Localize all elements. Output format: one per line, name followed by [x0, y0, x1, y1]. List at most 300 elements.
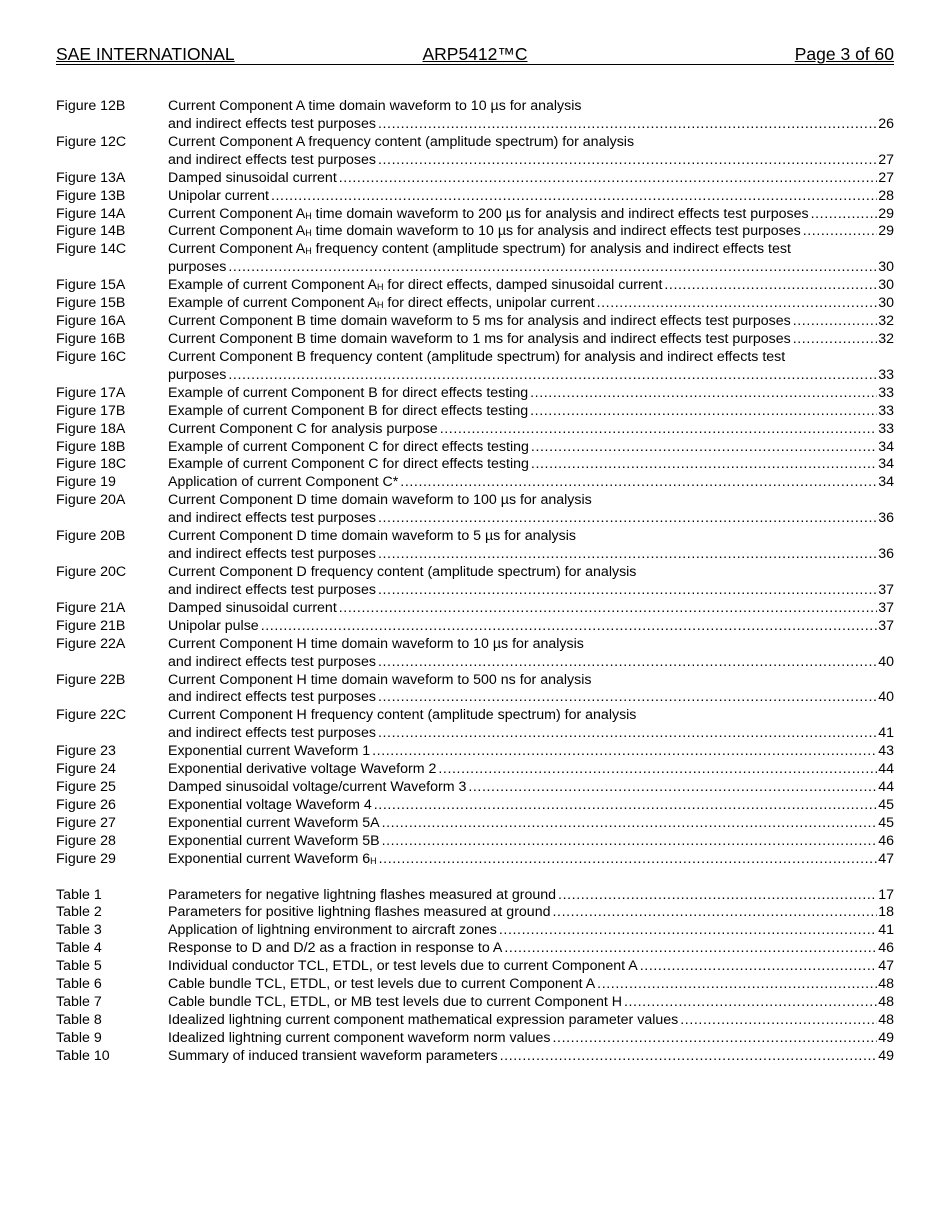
figure-entry[interactable] — [56, 421, 894, 439]
entry-title — [168, 295, 595, 313]
entry-line — [56, 439, 894, 457]
entry-continuation-line — [56, 259, 894, 277]
entry-label: Figure 21A — [56, 599, 126, 616]
entry-title-text: Current Component A — [168, 205, 306, 222]
entry-label: Table 9 — [56, 1029, 102, 1046]
entry-page-number[interactable]: 46 — [878, 832, 894, 849]
entry-description — [168, 887, 894, 905]
entry-label: Table 3 — [56, 922, 102, 939]
entry-page-number[interactable]: 32 — [878, 313, 894, 330]
entry-line — [56, 385, 894, 403]
dot-leader — [376, 116, 877, 134]
figure-entry[interactable] — [56, 797, 894, 815]
entry-line — [56, 779, 894, 797]
figure-entry[interactable] — [56, 206, 894, 224]
entry-line — [56, 241, 894, 259]
entry-description — [168, 492, 894, 510]
section-spacer — [56, 869, 894, 887]
entry-title: Cable bundle TCL, ETDL, or test levels due to current Component A — [168, 976, 596, 993]
dot-leader — [337, 600, 877, 618]
entry-description — [168, 421, 894, 439]
entry-page-number[interactable]: 40 — [878, 653, 894, 670]
entry-page-number[interactable]: 33 — [878, 366, 894, 383]
dot-leader — [497, 922, 877, 940]
table-entry[interactable] — [56, 994, 894, 1012]
entry-line — [56, 761, 894, 779]
entry-title: Unipolar pulse — [168, 617, 259, 634]
entry-title: and indirect effects test purposes — [168, 581, 376, 598]
figure-entry[interactable] — [56, 833, 894, 851]
entry-title-text: for direct effects, unipolar current — [383, 295, 595, 312]
entry-title: Exponential derivative voltage Waveform 2 — [168, 761, 437, 778]
entry-page-number[interactable]: 30 — [878, 259, 894, 276]
entry-title: and indirect effects test purposes — [168, 653, 376, 670]
entry-title: Example of current Component B for direct effects testing — [168, 402, 529, 419]
entry-description — [168, 439, 894, 457]
entry-title: Current Component C for analysis purpose — [168, 420, 438, 437]
entry-label: Figure 22A — [56, 635, 126, 652]
entry-label: Figure 18B — [56, 438, 126, 455]
entry-label: Figure 21B — [56, 617, 126, 634]
table-entry[interactable] — [56, 958, 894, 976]
entry-title — [168, 241, 791, 259]
entry-title: Exponential current Waveform 5A — [168, 814, 380, 831]
dot-leader — [498, 1048, 878, 1066]
entry-description — [168, 134, 894, 152]
entry-description — [168, 904, 894, 922]
entry-description — [168, 206, 894, 224]
entry-page-number[interactable]: 37 — [878, 599, 894, 616]
entry-page-number[interactable]: 29 — [878, 223, 894, 240]
dot-leader — [337, 170, 877, 188]
list-of-tables — [56, 887, 894, 1066]
entry-line — [56, 403, 894, 421]
entry-label: Figure 13B — [56, 187, 126, 204]
entry-title — [168, 223, 801, 241]
dot-leader — [502, 940, 877, 958]
subscript-h: H — [376, 300, 384, 311]
figure-entry[interactable] — [56, 618, 894, 636]
entry-description — [168, 1012, 894, 1030]
entry-line — [56, 815, 894, 833]
entry-line — [56, 528, 894, 546]
entry-title-text: time domain waveform to 10 µs for analysis and indirect effects test purposes — [311, 223, 801, 240]
dot-leader — [791, 313, 878, 331]
entry-label: Figure 19 — [56, 474, 116, 491]
entry-title-text: Exponential current Waveform 6 — [168, 850, 371, 867]
entry-label: Figure 17B — [56, 402, 126, 419]
table-entry[interactable] — [56, 1030, 894, 1048]
entry-title: Example of current Component C for direct effects testing — [168, 438, 529, 455]
subscript-h: H — [305, 228, 312, 239]
figure-entry[interactable] — [56, 188, 894, 206]
entry-line — [56, 833, 894, 851]
entry-label: Figure 22B — [56, 671, 126, 688]
entry-page-number[interactable]: 29 — [878, 205, 894, 222]
entry-page-number[interactable]: 45 — [878, 796, 894, 813]
entry-description — [168, 600, 894, 618]
entry-page-number[interactable]: 43 — [878, 743, 894, 760]
entry-line — [56, 707, 894, 725]
figure-entry[interactable] — [56, 134, 894, 170]
entry-description — [168, 618, 894, 636]
entry-description — [168, 958, 894, 976]
figure-entry[interactable] — [56, 636, 894, 672]
table-entry[interactable] — [56, 887, 894, 905]
entry-description — [168, 636, 894, 654]
dot-leader — [662, 277, 877, 295]
figure-entry[interactable] — [56, 564, 894, 600]
entry-label: Figure 20B — [56, 528, 126, 545]
subscript-h: H — [305, 246, 312, 257]
dot-leader — [791, 331, 878, 349]
entry-title: Response to D and D/2 as a fraction in response to A — [168, 940, 503, 957]
entry-description — [168, 654, 894, 672]
entry-line — [56, 188, 894, 206]
entry-title: Current Component B time domain waveform to 5 ms for analysis and indirect effects test purposes — [168, 313, 791, 330]
entry-line — [56, 636, 894, 654]
entry-title: Exponential current Waveform 1 — [168, 743, 371, 760]
entry-page-number[interactable]: 36 — [878, 510, 894, 527]
entry-description — [168, 672, 894, 690]
entry-description — [168, 564, 894, 582]
entry-page-number[interactable]: 37 — [878, 617, 894, 634]
entry-description — [168, 98, 894, 116]
entry-description — [168, 707, 894, 725]
figure-entry[interactable] — [56, 851, 894, 869]
entry-line — [56, 206, 894, 224]
figure-entry[interactable] — [56, 349, 894, 385]
entry-title-text: time domain waveform to 200 µs for analysis and indirect effects test purposes — [311, 205, 809, 222]
dot-leader — [529, 456, 877, 474]
subscript-h: H — [370, 855, 377, 866]
entry-description — [168, 277, 894, 295]
entry-page-number[interactable]: 48 — [878, 1012, 894, 1029]
dot-leader — [259, 618, 878, 636]
entry-title: Unipolar current — [168, 187, 269, 204]
entry-label: Figure 25 — [56, 779, 116, 796]
dot-leader — [398, 474, 877, 492]
figure-entry[interactable] — [56, 474, 894, 492]
figure-entry[interactable] — [56, 492, 894, 528]
entry-line — [56, 887, 894, 905]
entry-page-number[interactable]: 34 — [878, 438, 894, 455]
entry-page-number[interactable]: 27 — [878, 169, 894, 186]
entry-line — [56, 474, 894, 492]
figure-entry[interactable] — [56, 331, 894, 349]
entry-description — [168, 241, 894, 259]
entry-label: Table 8 — [56, 1012, 102, 1029]
entry-title: Example of current Component B for direct effects testing — [168, 384, 529, 401]
entry-label: Table 10 — [56, 1047, 110, 1064]
entry-label: Figure 15A — [56, 277, 126, 294]
entry-description — [168, 976, 894, 994]
entry-title: Parameters for negative lightning flashes measured at ground — [168, 886, 557, 903]
entry-description — [168, 725, 894, 743]
entry-title-text: Example of current Component A — [168, 277, 377, 294]
entry-description — [168, 116, 894, 134]
entry-line — [56, 170, 894, 188]
entry-label: Figure 24 — [56, 761, 116, 778]
entry-title: Current Component A time domain waveform to 10 µs for analysis — [168, 98, 582, 114]
entry-description — [168, 188, 894, 206]
figure-entry[interactable] — [56, 277, 894, 295]
entry-title: and indirect effects test purposes — [168, 546, 376, 563]
entry-label: Figure 18A — [56, 420, 126, 437]
entry-description — [168, 582, 894, 600]
dot-leader — [595, 295, 878, 313]
entry-title: Parameters for positive lightning flashes measured at ground — [168, 904, 551, 921]
entry-label: Figure 23 — [56, 743, 116, 760]
figure-entry[interactable] — [56, 241, 894, 277]
entry-line — [56, 295, 894, 313]
entry-label: Figure 12C — [56, 133, 127, 150]
figure-entry[interactable] — [56, 528, 894, 564]
figure-entry[interactable] — [56, 707, 894, 743]
entry-line — [56, 600, 894, 618]
figure-entry[interactable] — [56, 815, 894, 833]
entry-line — [56, 958, 894, 976]
entry-continuation-line — [56, 546, 894, 564]
entry-line — [56, 456, 894, 474]
entry-title: Damped sinusoidal current — [168, 599, 337, 616]
entry-line — [56, 277, 894, 295]
entry-description — [168, 474, 894, 492]
entry-description — [168, 994, 894, 1012]
figure-entry[interactable] — [56, 600, 894, 618]
entry-description — [168, 259, 894, 277]
figure-entry[interactable] — [56, 743, 894, 761]
entry-label: Table 1 — [56, 886, 102, 903]
entry-page-number[interactable]: 27 — [878, 151, 894, 168]
entry-title: Damped sinusoidal current — [168, 169, 337, 186]
entry-title: Example of current Component C for direct effects testing — [168, 456, 529, 473]
table-entry[interactable] — [56, 940, 894, 958]
dot-leader — [528, 403, 877, 421]
figure-entry[interactable] — [56, 313, 894, 331]
entry-title-text: Current Component A — [168, 223, 306, 240]
entry-description — [168, 528, 894, 546]
entry-title-text: Example of current Component A — [168, 295, 377, 312]
entry-description — [168, 313, 894, 331]
entry-page-number[interactable]: 41 — [878, 725, 894, 742]
entry-title: purposes — [168, 366, 227, 383]
entry-line — [56, 994, 894, 1012]
entry-page-number[interactable]: 17 — [878, 886, 894, 903]
entry-page-number[interactable]: 45 — [878, 814, 894, 831]
entry-line — [56, 618, 894, 636]
entry-page-number[interactable]: 49 — [878, 1047, 894, 1064]
entry-label: Figure 16B — [56, 330, 126, 347]
dot-leader — [226, 259, 877, 277]
entry-description — [168, 295, 894, 313]
figure-entry[interactable] — [56, 403, 894, 421]
entry-title: Application of current Component C* — [168, 474, 399, 491]
entry-page-number[interactable]: 46 — [878, 940, 894, 957]
entry-title: and indirect effects test purposes — [168, 151, 376, 168]
table-entry[interactable] — [56, 976, 894, 994]
entry-title: and indirect effects test purposes — [168, 510, 376, 527]
entry-page-number[interactable]: 33 — [878, 420, 894, 437]
entry-continuation-line — [56, 582, 894, 600]
entry-page-number[interactable]: 47 — [878, 850, 894, 867]
entry-page-number[interactable]: 33 — [878, 402, 894, 419]
dot-leader — [550, 1030, 877, 1048]
figure-entry[interactable] — [56, 439, 894, 457]
table-entry[interactable] — [56, 904, 894, 922]
entry-label: Table 2 — [56, 904, 102, 921]
dot-leader — [372, 797, 877, 815]
entry-line — [56, 492, 894, 510]
entry-description — [168, 456, 894, 474]
figure-entry[interactable] — [56, 456, 894, 474]
entry-label: Figure 14A — [56, 205, 126, 222]
entry-page-number[interactable]: 34 — [878, 474, 894, 491]
table-entry[interactable] — [56, 1048, 894, 1066]
entry-line — [56, 331, 894, 349]
entry-label: Figure 12B — [56, 98, 126, 114]
entry-title: Current Component H time domain waveform to 500 ns for analysis — [168, 671, 592, 688]
entry-page-number[interactable]: 30 — [878, 277, 894, 294]
header-page-number: Page 3 of 60 — [794, 44, 894, 64]
entry-title: Current Component H frequency content (amplitude spectrum) for analysis — [168, 707, 637, 724]
entry-line — [56, 797, 894, 815]
entry-description — [168, 170, 894, 188]
entry-line — [56, 1012, 894, 1030]
entry-page-number[interactable]: 32 — [878, 330, 894, 347]
entry-title: and indirect effects test purposes — [168, 689, 376, 706]
entry-line — [56, 940, 894, 958]
dot-leader — [269, 188, 877, 206]
entry-page-number[interactable]: 33 — [878, 384, 894, 401]
entry-description — [168, 940, 894, 958]
dot-leader — [380, 815, 878, 833]
list-of-figures — [56, 98, 894, 869]
entry-line — [56, 672, 894, 690]
entry-description — [168, 851, 894, 869]
entry-title: Current Component H time domain waveform to 10 µs for analysis — [168, 635, 584, 652]
entry-title: Exponential current Waveform 5B — [168, 832, 380, 849]
header-organization: SAE INTERNATIONAL — [56, 44, 235, 64]
figure-entry[interactable] — [56, 170, 894, 188]
entry-title: Cable bundle TCL, ETDL, or MB test levels due to current Component H — [168, 994, 622, 1011]
entry-description — [168, 833, 894, 851]
entry-label: Table 5 — [56, 958, 102, 975]
entry-title — [168, 206, 809, 224]
entry-page-number[interactable]: 44 — [878, 779, 894, 796]
entry-line — [56, 976, 894, 994]
entry-continuation-line — [56, 367, 894, 385]
entry-page-number[interactable]: 37 — [878, 581, 894, 598]
entry-title: Summary of induced transient waveform parameters — [168, 1047, 498, 1064]
dot-leader — [466, 779, 877, 797]
entry-title: Current Component D frequency content (amplitude spectrum) for analysis — [168, 563, 637, 580]
entry-continuation-line — [56, 654, 894, 672]
entry-description — [168, 331, 894, 349]
entry-description — [168, 1048, 894, 1066]
entry-page-number[interactable]: 48 — [878, 976, 894, 993]
entry-title: purposes — [168, 259, 227, 276]
entry-page-number[interactable]: 48 — [878, 994, 894, 1011]
entry-page-number[interactable]: 49 — [878, 1029, 894, 1046]
entry-label: Table 4 — [56, 940, 102, 957]
subscript-h: H — [376, 282, 384, 293]
dot-leader — [638, 958, 877, 976]
entry-description — [168, 223, 894, 241]
entry-continuation-line — [56, 510, 894, 528]
entry-page-number[interactable]: 26 — [878, 115, 894, 132]
figure-entry[interactable] — [56, 223, 894, 241]
entry-page-number[interactable]: 36 — [878, 546, 894, 563]
dot-leader — [376, 546, 877, 564]
entry-title: Idealized lightning current component mathematical expression parameter values — [168, 1012, 679, 1029]
entry-title: Current Component D time domain waveform to 100 µs for analysis — [168, 492, 592, 509]
entry-page-number[interactable]: 30 — [878, 295, 894, 312]
entry-continuation-line — [56, 689, 894, 707]
dot-leader — [801, 223, 878, 241]
list-of-figures-and-tables — [56, 98, 894, 1066]
entry-page-number[interactable]: 41 — [878, 922, 894, 939]
entry-line — [56, 98, 894, 116]
entry-page-number[interactable]: 28 — [878, 187, 894, 204]
entry-label: Figure 26 — [56, 796, 116, 813]
entry-description — [168, 689, 894, 707]
entry-page-number[interactable]: 18 — [878, 904, 894, 921]
entry-description — [168, 779, 894, 797]
dot-leader — [438, 421, 878, 439]
entry-title: Current Component D time domain waveform to 5 µs for analysis — [168, 528, 576, 545]
table-entry[interactable] — [56, 922, 894, 940]
entry-description — [168, 367, 894, 385]
dot-leader — [556, 887, 877, 905]
entry-title: Current Component B frequency content (amplitude spectrum) for analysis and indirect effects test — [168, 348, 786, 365]
entry-title: Damped sinusoidal voltage/current Waveform 3 — [168, 779, 467, 796]
dot-leader — [226, 367, 877, 385]
entry-label: Figure 14C — [56, 241, 127, 258]
entry-line — [56, 743, 894, 761]
subscript-h: H — [305, 210, 312, 221]
dot-leader — [622, 994, 877, 1012]
dot-leader — [678, 1012, 877, 1030]
figure-entry[interactable] — [56, 672, 894, 708]
figure-entry[interactable] — [56, 761, 894, 779]
dot-leader — [550, 904, 877, 922]
entry-page-number[interactable]: 34 — [878, 456, 894, 473]
entry-line — [56, 134, 894, 152]
entry-line — [56, 313, 894, 331]
figure-entry[interactable] — [56, 385, 894, 403]
entry-page-number[interactable]: 47 — [878, 958, 894, 975]
figure-entry[interactable] — [56, 779, 894, 797]
entry-title-text: Current Component A — [168, 241, 306, 258]
entry-description — [168, 1030, 894, 1048]
entry-label: Figure 18C — [56, 456, 127, 473]
dot-leader — [376, 510, 877, 528]
figure-entry[interactable] — [56, 98, 894, 134]
entry-title-text: for direct effects, damped sinusoidal current — [383, 277, 663, 294]
entry-title-text: frequency content (amplitude spectrum) for analysis and indirect effects test — [311, 241, 791, 258]
dot-leader — [380, 833, 878, 851]
header-document-id: ARP5412™C — [422, 44, 528, 64]
entry-title — [168, 851, 377, 869]
entry-page-number[interactable]: 40 — [878, 689, 894, 706]
entry-page-number[interactable]: 44 — [878, 761, 894, 778]
entry-title: and indirect effects test purposes — [168, 115, 376, 132]
figure-entry[interactable] — [56, 295, 894, 313]
dot-leader — [809, 206, 878, 224]
table-entry[interactable] — [56, 1012, 894, 1030]
page-header — [56, 44, 894, 65]
